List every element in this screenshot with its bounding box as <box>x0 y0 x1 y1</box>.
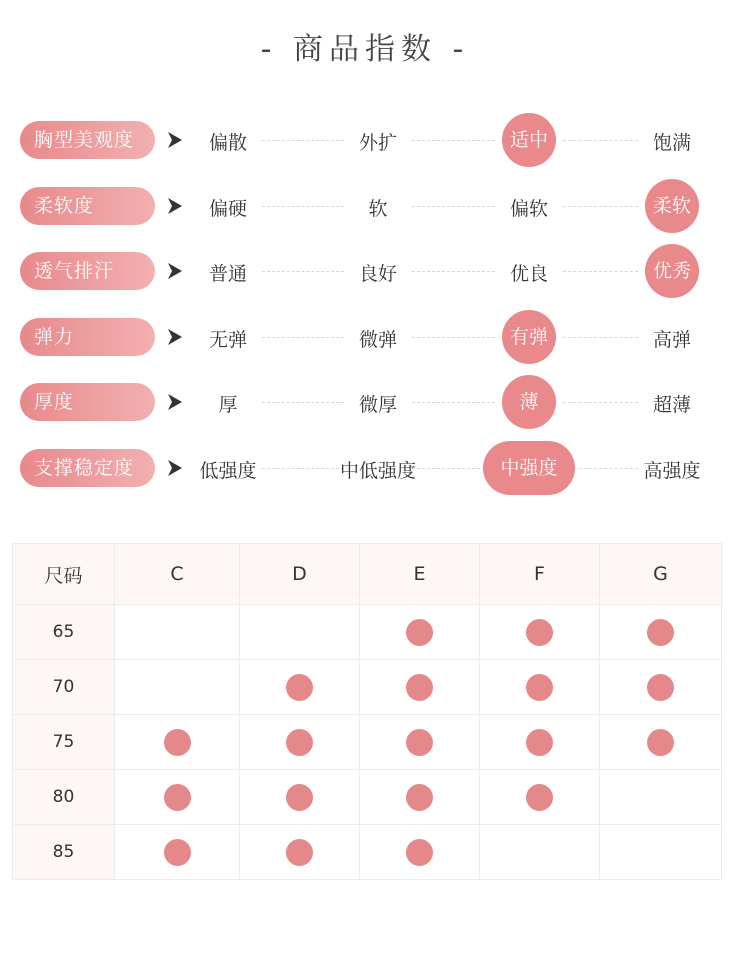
index-row <box>0 176 730 236</box>
index-option: 超薄 <box>652 394 691 416</box>
index-option: 偏软 <box>509 198 548 220</box>
index-connector-line <box>412 206 495 207</box>
available-dot-icon <box>526 674 553 701</box>
index-option: 饱满 <box>652 132 691 154</box>
index-label-pill: 胸型美观度 <box>20 121 155 159</box>
size-cell <box>480 770 600 825</box>
index-option-selected: 优秀 <box>645 244 699 298</box>
available-dot-icon <box>406 674 433 701</box>
available-dot-icon <box>286 729 313 756</box>
available-dot-icon <box>526 619 553 646</box>
band-size-label: 75 <box>13 715 115 770</box>
index-row <box>0 110 730 170</box>
size-cell <box>600 660 722 715</box>
size-cell <box>600 605 722 660</box>
size-cell <box>360 770 480 825</box>
size-cell <box>600 825 722 880</box>
size-row <box>13 825 722 880</box>
size-cell <box>480 715 600 770</box>
index-label-pill: 透气排汗 <box>20 252 155 290</box>
index-option: 微厚 <box>358 394 397 416</box>
index-option: 外扩 <box>358 132 397 154</box>
index-connector-line <box>262 337 344 338</box>
size-cell <box>115 605 240 660</box>
size-cell <box>240 715 360 770</box>
index-connector-line <box>262 468 344 469</box>
cup-header: F <box>480 544 600 605</box>
index-label-pill: 厚度 <box>20 383 155 421</box>
index-option: 厚 <box>218 394 238 416</box>
available-dot-icon <box>164 839 191 866</box>
available-dot-icon <box>647 619 674 646</box>
cup-header: C <box>115 544 240 605</box>
index-connector-line <box>262 140 344 141</box>
index-option: 高强度 <box>643 460 701 482</box>
index-option: 高弹 <box>652 329 691 351</box>
chevron-right-icon <box>165 261 185 281</box>
band-size-label: 80 <box>13 770 115 825</box>
index-label-pill: 柔软度 <box>20 187 155 225</box>
index-connector-line <box>563 206 638 207</box>
chevron-right-icon <box>165 130 185 150</box>
cup-header: D <box>240 544 360 605</box>
size-cell <box>115 715 240 770</box>
size-cell <box>240 660 360 715</box>
index-connector-line <box>412 271 495 272</box>
index-connector-line <box>262 402 344 403</box>
available-dot-icon <box>406 839 433 866</box>
size-row <box>13 770 722 825</box>
available-dot-icon <box>286 674 313 701</box>
available-dot-icon <box>164 784 191 811</box>
size-row <box>13 715 722 770</box>
available-dot-icon <box>406 784 433 811</box>
index-connector-line <box>262 271 344 272</box>
available-dot-icon <box>406 619 433 646</box>
band-size-label: 85 <box>13 825 115 880</box>
index-option: 中低强度 <box>339 460 416 482</box>
size-table-header <box>13 544 722 605</box>
size-cell <box>600 715 722 770</box>
index-option: 良好 <box>358 263 397 285</box>
size-cell <box>480 825 600 880</box>
index-option: 偏硬 <box>208 198 247 220</box>
size-cell <box>360 825 480 880</box>
available-dot-icon <box>526 729 553 756</box>
available-dot-icon <box>286 839 313 866</box>
size-row <box>13 660 722 715</box>
index-option-selected: 适中 <box>502 113 556 167</box>
index-row <box>0 241 730 301</box>
index-connector-line <box>563 271 638 272</box>
chevron-right-icon <box>165 458 185 478</box>
available-dot-icon <box>164 729 191 756</box>
index-connector-line <box>412 402 495 403</box>
index-row <box>0 307 730 367</box>
size-cell <box>115 825 240 880</box>
size-cell <box>240 605 360 660</box>
size-cell <box>115 660 240 715</box>
index-label-pill: 支撑稳定度 <box>20 449 155 487</box>
size-cell <box>360 660 480 715</box>
cup-header: G <box>600 544 722 605</box>
size-row <box>13 605 722 660</box>
size-cell <box>240 825 360 880</box>
available-dot-icon <box>647 674 674 701</box>
cup-header: E <box>360 544 480 605</box>
band-size-label: 65 <box>13 605 115 660</box>
index-option: 普通 <box>208 263 247 285</box>
available-dot-icon <box>406 729 433 756</box>
available-dot-icon <box>286 784 313 811</box>
index-option-selected: 中强度 <box>483 441 575 495</box>
index-row <box>0 372 730 432</box>
index-label-pill: 弹力 <box>20 318 155 356</box>
page-title: - 商品指数 - <box>260 32 470 67</box>
size-cell <box>600 770 722 825</box>
index-option-selected: 有弹 <box>502 310 556 364</box>
available-dot-icon <box>647 729 674 756</box>
chevron-right-icon <box>165 392 185 412</box>
index-option: 优良 <box>509 263 548 285</box>
size-cell <box>115 770 240 825</box>
index-connector-line <box>262 206 344 207</box>
index-option: 无弹 <box>208 329 247 351</box>
size-header-label: 尺码 <box>13 544 115 605</box>
index-option-selected: 薄 <box>502 375 556 429</box>
index-connector-line <box>412 337 495 338</box>
index-option: 软 <box>368 198 388 220</box>
size-cell <box>240 770 360 825</box>
chevron-right-icon <box>165 327 185 347</box>
index-option-selected: 柔软 <box>645 179 699 233</box>
size-cell <box>480 605 600 660</box>
band-size-label: 70 <box>13 660 115 715</box>
size-chart-table <box>12 543 722 880</box>
chevron-right-icon <box>165 196 185 216</box>
index-row <box>0 438 730 498</box>
available-dot-icon <box>526 784 553 811</box>
index-option: 偏散 <box>208 132 247 154</box>
size-cell <box>360 715 480 770</box>
index-option: 低强度 <box>199 460 257 482</box>
index-connector-line <box>412 140 495 141</box>
size-cell <box>360 605 480 660</box>
index-option: 微弹 <box>358 329 397 351</box>
size-cell <box>480 660 600 715</box>
